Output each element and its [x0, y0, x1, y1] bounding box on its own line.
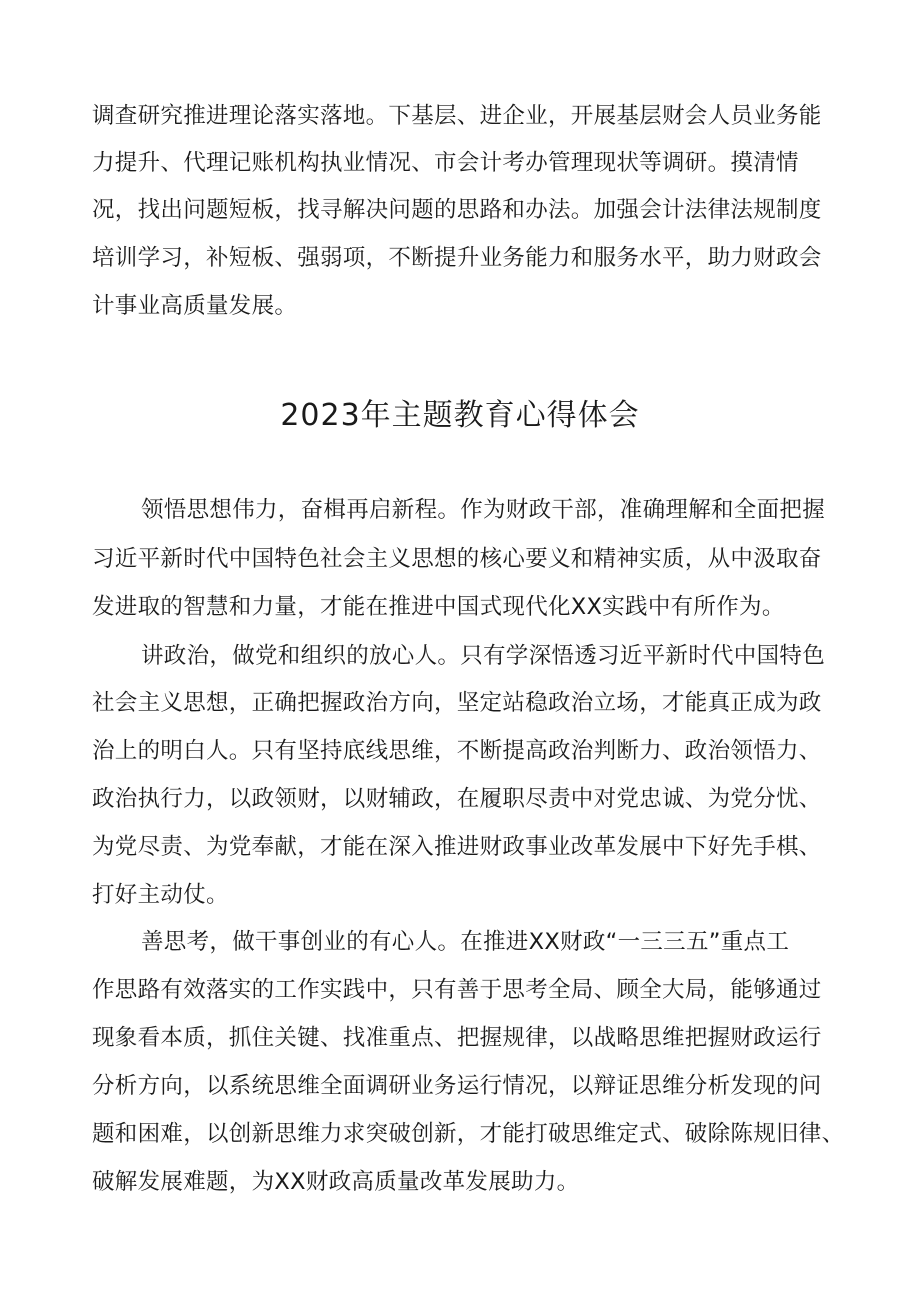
paragraph-3-line: 作思路有效落实的工作实践中，只有善于思考全局、顾全大局，能够通过 [92, 977, 822, 1003]
paragraph-2-line: 政治执行力，以政领财，以财辅政，在履职尽责中对党忠诚、为党分忧、 [92, 786, 822, 812]
paragraph-2-line: 讲政治，做党和组织的放心人。只有学深悟透习近平新时代中国特色 [141, 643, 826, 669]
paragraph-3-line: 善思考，做干事创业的有心人。在推进XX财政“一三三五”重点工 [141, 929, 790, 955]
paragraph-2-line: 为党尽责、为党奉献，才能在深入推进财政事业改革发展中下好先手棋、 [92, 834, 822, 860]
article-title: 2023年主题教育心得体会 [280, 398, 640, 433]
intro-line: 计事业高质量发展。 [92, 293, 298, 319]
paragraph-2-line: 打好主动仗。 [92, 882, 229, 908]
intro-line: 调查研究推进理论落实落地。下基层、进企业，开展基层财会人员业务能 [92, 103, 822, 129]
paragraph-2-line: 治上的明白人。只有坚持底线思维，不断提高政治判断力、政治领悟力、 [92, 738, 822, 764]
intro-line: 况，找出问题短板，找寻解决问题的思路和办法。加强会计法律法规制度 [92, 197, 822, 223]
paragraph-1-line: 领悟思想伟力，奋楫再启新程。作为财政干部，准确理解和全面把握 [141, 497, 826, 523]
intro-line: 力提升、代理记账机构执业情况、市会计考办管理现状等调研。摸清情 [92, 150, 799, 176]
paragraph-1-line: 发进取的智慧和力量，才能在推进中国式现代化XX实践中有所作为。 [92, 594, 785, 620]
paragraph-3-line: 破解发展难题，为XX财政高质量改革发展助力。 [92, 1169, 580, 1195]
paragraph-3-line: 题和困难，以创新思维力求突破创新，才能打破思维定式、破除陈规旧律、 [92, 1121, 845, 1147]
paragraph-3-line: 分析方向，以系统思维全面调研业务运行情况，以辩证思维分析发现的问 [92, 1073, 822, 1099]
intro-line: 培训学习，补短板、强弱项，不断提升业务能力和服务水平，助力财政会 [92, 245, 822, 271]
paragraph-3-line: 现象看本质，抓住关键、找准重点、把握规律，以战略思维把握财政运行 [92, 1025, 822, 1051]
paragraph-1-line: 习近平新时代中国特色社会主义思想的核心要义和精神实质，从中汲取奋 [92, 546, 822, 572]
paragraph-2-line: 社会主义思想，正确把握政治方向，坚定站稳政治立场，才能真正成为政 [92, 690, 822, 716]
